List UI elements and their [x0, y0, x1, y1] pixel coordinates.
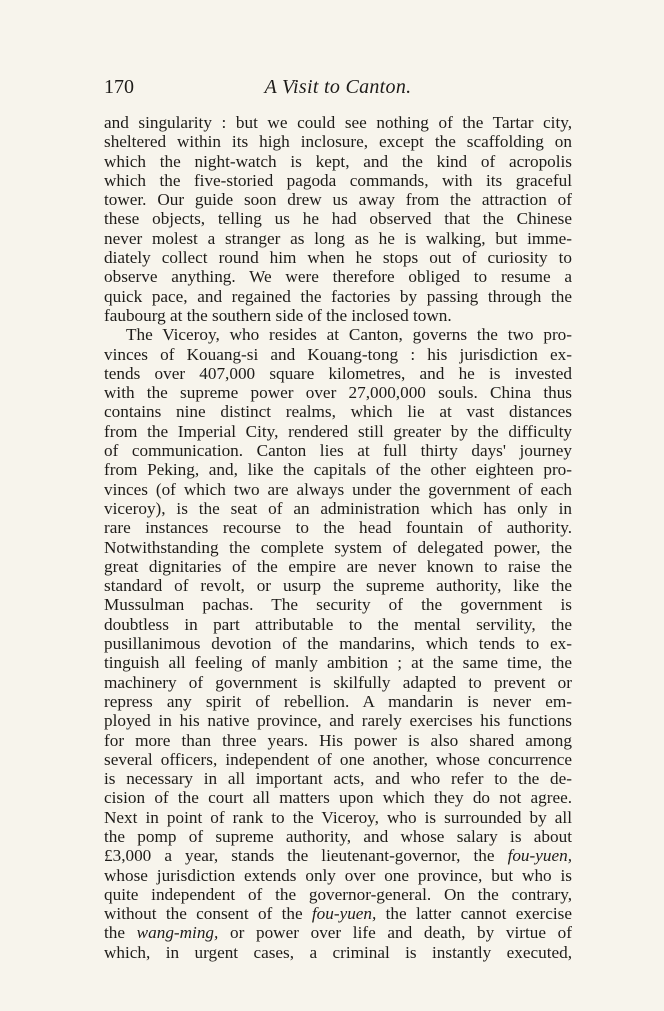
text-line: sheltered within its high inclosure, except the scaffolding on: [104, 132, 572, 152]
italic-term: wang-ming,: [136, 923, 219, 943]
text-line: tinguish all feeling of manly ambition ; at the same time, the: [104, 653, 572, 673]
text-line: quite independent of the governor-general. On the contrary,: [104, 884, 572, 904]
text-line: diately collect round him when he stops out of curiosity to: [104, 248, 572, 268]
text-line: tends over 407,000 square kilometres, and he is invested: [104, 363, 572, 383]
text-line: with the supreme power over 27,000,000 souls. China thus: [104, 383, 572, 403]
text-line: doubtless in part attributable to the mental servility, the: [104, 614, 572, 634]
text-line: Notwithstanding the complete system of delegated power, the: [104, 537, 572, 557]
text-line: machinery of government is skilfully adapted to prevent or: [104, 672, 572, 692]
text-line: Next in point of rank to the Viceroy, who is surrounded by all: [104, 807, 572, 827]
paragraph-start-line: The Viceroy, who resides at Canton, governs the two pro-: [126, 325, 572, 345]
text-line: repress any spirit of rebellion. A mandarin is never em-: [104, 691, 572, 711]
italic-term: fou-yuen,: [311, 904, 377, 924]
text-line: pusillanimous devotion of the mandarins, which tends to ex-: [104, 634, 572, 654]
running-title: A Visit to Canton.: [264, 76, 412, 98]
text-run: without the consent of the: [104, 904, 312, 924]
text-line: which the night-watch is kept, and the kind of acropolis: [104, 151, 572, 171]
text-line: ployed in his native province, and rarely exercises his functions: [104, 711, 572, 731]
text-line: vinces of Kouang-si and Kouang-tong : his jurisdiction ex-: [104, 344, 572, 364]
text-line: cision of the court all matters upon which they do not agree.: [104, 788, 572, 808]
body-text: [104, 113, 572, 962]
text-line: which the five-storied pagoda commands, with its graceful: [104, 170, 572, 190]
text-line: which, in urgent cases, a criminal is instantly executed,: [104, 942, 572, 962]
text-line: several officers, independent of one another, whose concurrence: [104, 749, 572, 769]
text-line: Mussulman pachas. The security of the government is: [104, 595, 572, 615]
text-run: or power over life and death, by virtue of: [218, 923, 572, 943]
text-line: faubourg at the southern side of the inclosed town.: [104, 305, 452, 325]
text-run: the: [104, 923, 137, 943]
text-line: great dignitaries of the empire are never known to raise the: [104, 556, 572, 576]
italic-term: fou-yuen,: [507, 846, 572, 866]
text-line: whose jurisdiction extends only over one province, but who is: [104, 865, 572, 885]
text-line: contains nine distinct realms, which lie at vast distances: [104, 402, 572, 422]
text-line: never molest a stranger as long as he is walking, but imme-: [104, 228, 572, 248]
text-line: [104, 923, 572, 942]
text-line: observe anything. We were therefore obliged to resume a: [104, 267, 572, 287]
text-line: from the Imperial City, rendered still greater by the difficulty: [104, 421, 572, 441]
text-line: the pomp of supreme authority, and whose salary is about: [104, 826, 572, 846]
text-line: is necessary in all important acts, and who refer to the de-: [104, 769, 572, 789]
text-line: [104, 904, 572, 923]
text-line: for more than three years. His power is also shared among: [104, 730, 572, 750]
text-line: tower. Our guide soon drew us away from the attraction of: [104, 190, 572, 210]
text-line: vinces (of which two are always under the government of each: [104, 479, 572, 499]
text-line: these objects, telling us he had observed that the Chinese: [104, 209, 572, 229]
text-line: from Peking, and, like the capitals of the other eighteen pro-: [104, 460, 572, 480]
page-number: 170: [104, 76, 134, 98]
page-header: [104, 76, 572, 104]
text-line: and singularity : but we could see nothing of the Tartar city,: [104, 113, 572, 132]
text-line: standard of revolt, or usurp the supreme authority, like the: [104, 576, 572, 596]
text-run: £3,000 a year, stands the lieutenant-governor, the: [104, 846, 508, 866]
text-line: quick pace, and regained the factories by passing through the: [104, 286, 572, 306]
text-run: the latter cannot exercise: [376, 904, 572, 924]
text-line: of communication. Canton lies at full thirty days' journey: [104, 441, 572, 461]
text-line: rare instances recourse to the head fountain of authority.: [104, 518, 572, 538]
text-line: [104, 846, 572, 865]
text-line: viceroy), is the seat of an administration which has only in: [104, 498, 572, 518]
